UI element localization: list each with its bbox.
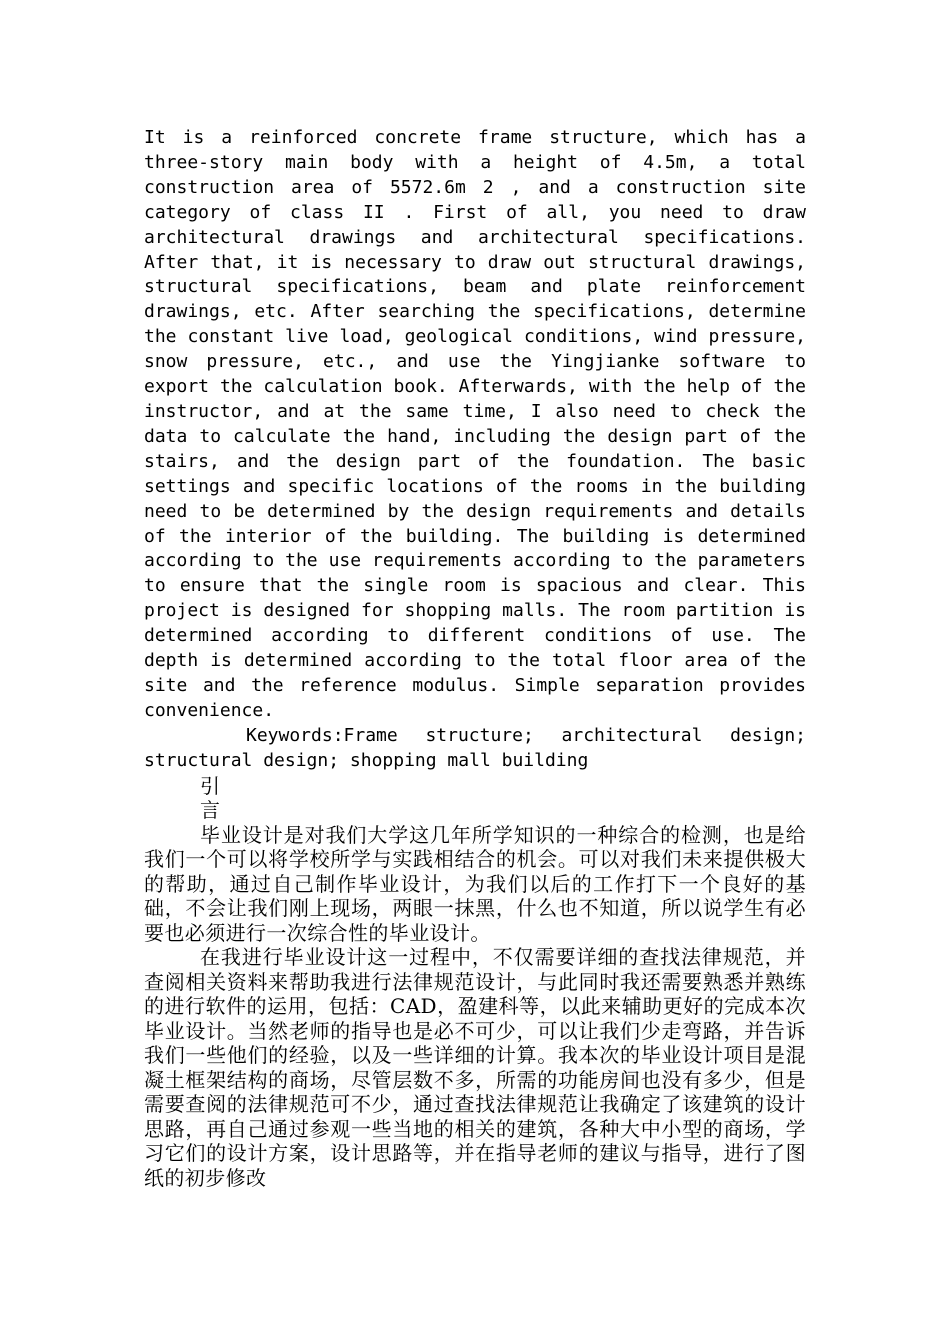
introduction-paragraph-1: 毕业设计是对我们大学这几年所学知识的一种综合的检测，也是给我们一个可以将学校所学与实践相结合的机会。可以对我们未来提供极大的帮助，通过自己制作毕业设计，为我们以后的工作打下一个良好的基础，不会让我们刚上现场，两眼一抹黑，什么也不知道，所以说学生有必要也必须进行一次综合性的毕业设计。 [144, 822, 806, 945]
page-content [144, 126, 806, 1190]
heading-char-2: 言 [200, 798, 220, 823]
keywords-line: Keywords:Frame structure; architectural design; structural design; shopping mall building [144, 724, 806, 771]
introduction-paragraph-2: 在我进行毕业设计这一过程中，不仅需要详细的查找法律规范，并查阅相关资料来帮助我进行法律规范设计，与此同时我还需要熟悉并熟练的进行软件的运用，包括：CAD，盈建科等，以此来辅助更好的完成本次毕业设计。当然老师的指导也是必不可少，可以让我们少走弯路，并告诉我们一些他们的经验，以及一些详细的计算。我本次的毕业设计项目是混凝土框架结构的商场，尽管层数不多，所需的功能房间也没有多少，但是需要查阅的法律规范可不少，通过查找法律规范让我确定了该建筑的设计思路，再自己通过参观一些当地的相关的建筑，各种大中小型的商场，学习它们的设计方案，设计思路等，并在指导老师的建议与指导，进行了图纸的初步修改 [144, 945, 806, 1190]
abstract-text: It is a reinforced concrete frame structure, which has a three-story main body with a height of 4.5m, a total construction area of 5572.6m 2 , and a construction site category of class II . First of all, you need to draw architectural drawings and architectural specifications. After that, it is necessary to draw out structural drawings, structural specifications, beam and plate reinforcement drawings, etc. After searching the specifications, determine the constant live load, geological conditions, wind pressure, snow pressure, etc., and use the Yingjianke software to export the calculation book. Afterwards, with the help of the instructor, and at the same time, I also need to check the data to calculate the hand, including the design part of the stairs, and the design part of the foundation. The basic settings and specific locations of the rooms in the building need to be determined by the design requirements and details of the interior of the building. The building is determined according to the use requirements according to the parameters to ensure that the single room is spacious and clear. This project is designed for shopping malls. The room partition is determined according to different conditions of use. The depth is determined according to the total floor area of the site and the reference modulus. Simple separation provides convenience. [144, 127, 806, 721]
introduction-heading [144, 774, 806, 823]
heading-char-1: 引 [200, 773, 220, 798]
